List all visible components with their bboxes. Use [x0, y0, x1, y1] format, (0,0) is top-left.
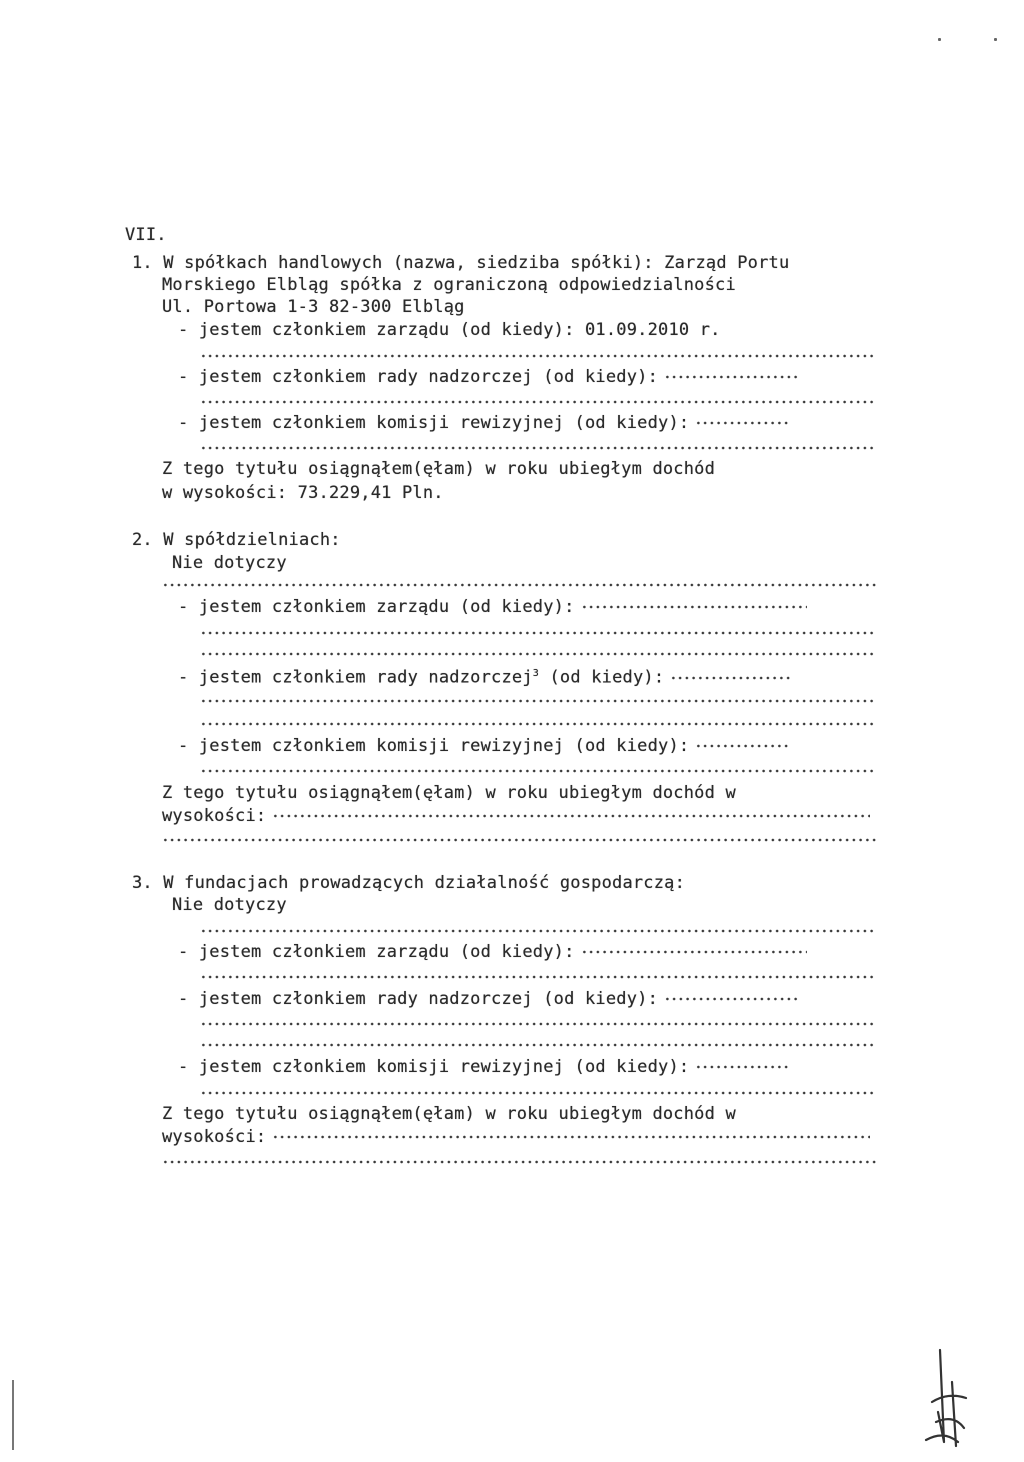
section3-management-row — [178, 942, 807, 962]
section2-management-row — [178, 597, 807, 617]
section3-supervisory-label: - jestem członkiem rady nadzorczej (od kiedy): — [178, 989, 659, 1009]
section1-audit-row — [178, 413, 791, 433]
footnote-marker: 3 — [532, 668, 540, 679]
section3-supervisory-row — [178, 989, 800, 1009]
section2-income-label: wysokości: — [162, 806, 267, 826]
dotted-fill — [695, 744, 791, 748]
section2-income-row — [162, 806, 870, 826]
dotted-fill-line — [200, 652, 876, 656]
dotted-fill — [695, 421, 791, 425]
dotted-fill-line — [200, 1043, 876, 1047]
dotted-fill — [581, 950, 807, 954]
section1-line-2: Morskiego Elbląg spółka z ograniczoną odpowiedzialności — [162, 275, 736, 295]
section1-line-1: 1. W spółkach handlowych (nazwa, siedziba spółki): Zarząd Portu — [132, 253, 790, 273]
dotted-fill-line — [162, 1160, 876, 1164]
dotted-fill-line — [162, 838, 876, 842]
dotted-fill — [664, 997, 800, 1001]
signature-initials — [918, 1342, 978, 1452]
section2-management-label: - jestem członkiem zarządu (od kiedy): — [178, 597, 575, 617]
section1-management-date: - jestem członkiem zarządu (od kiedy): 01.09.2010 r. — [178, 320, 721, 340]
dotted-fill-line — [200, 400, 876, 404]
section1-income-line-2: w wysokości: 73.229,41 Pln. — [162, 483, 444, 503]
section1-audit-label: - jestem członkiem komisji rewizyjnej (od kiedy): — [178, 413, 690, 433]
dotted-fill-line — [200, 631, 876, 635]
section2-supervisory-row — [178, 664, 790, 688]
section3-audit-label: - jestem członkiem komisji rewizyjnej (od kiedy): — [178, 1057, 690, 1077]
section3-income-label: wysokości: — [162, 1127, 267, 1147]
section1-line-3: Ul. Portowa 1-3 82-300 Elbląg — [162, 297, 465, 317]
section3-note: Nie dotyczy — [172, 895, 287, 915]
scan-edge-mark — [12, 1380, 14, 1450]
dotted-fill — [581, 605, 807, 609]
section2-supervisory-suffix: (od kiedy): — [539, 667, 665, 688]
dotted-fill-line — [162, 583, 876, 587]
dotted-fill-line — [200, 1091, 876, 1095]
dotted-fill-line — [200, 354, 876, 358]
section1-supervisory-row — [178, 367, 800, 387]
section-heading: VII. — [125, 225, 167, 245]
scan-speck — [938, 38, 941, 41]
section2-supervisory-label: - jestem członkiem rady nadzorczej — [178, 667, 533, 688]
dotted-fill-line — [200, 1022, 876, 1026]
dotted-fill — [670, 676, 790, 680]
section3-audit-row — [178, 1057, 791, 1077]
section1-supervisory-label: - jestem członkiem rady nadzorczej (od kiedy): — [178, 367, 659, 387]
dotted-fill — [272, 1135, 870, 1139]
section1-income-line-1: Z tego tytułu osiągnąłem(ęłam) w roku ubiegłym dochód — [162, 459, 716, 479]
scan-speck — [994, 38, 997, 41]
section3-income-row — [162, 1127, 870, 1147]
section2-title: 2. W spółdzielniach: — [132, 530, 341, 550]
dotted-fill-line — [200, 975, 876, 979]
section3-management-label: - jestem członkiem zarządu (od kiedy): — [178, 942, 575, 962]
section2-note: Nie dotyczy — [172, 553, 287, 573]
dotted-fill-line — [200, 699, 876, 703]
dotted-fill-line — [200, 769, 876, 773]
section3-income-line-1: Z tego tytułu osiągnąłem(ęłam) w roku ubiegłym dochód w — [162, 1104, 736, 1124]
section3-title: 3. W fundacjach prowadzących działalność gospodarczą: — [132, 873, 686, 893]
section2-audit-label: - jestem członkiem komisji rewizyjnej (od kiedy): — [178, 736, 690, 756]
section2-audit-row — [178, 736, 791, 756]
dotted-fill-line — [200, 446, 876, 450]
dotted-fill-line — [200, 722, 876, 726]
dotted-fill — [272, 814, 870, 818]
section2-income-line-1: Z tego tytułu osiągnąłem(ęłam) w roku ubiegłym dochód w — [162, 783, 736, 803]
dotted-fill-line — [200, 929, 876, 933]
dotted-fill — [695, 1065, 791, 1069]
dotted-fill — [664, 375, 800, 379]
